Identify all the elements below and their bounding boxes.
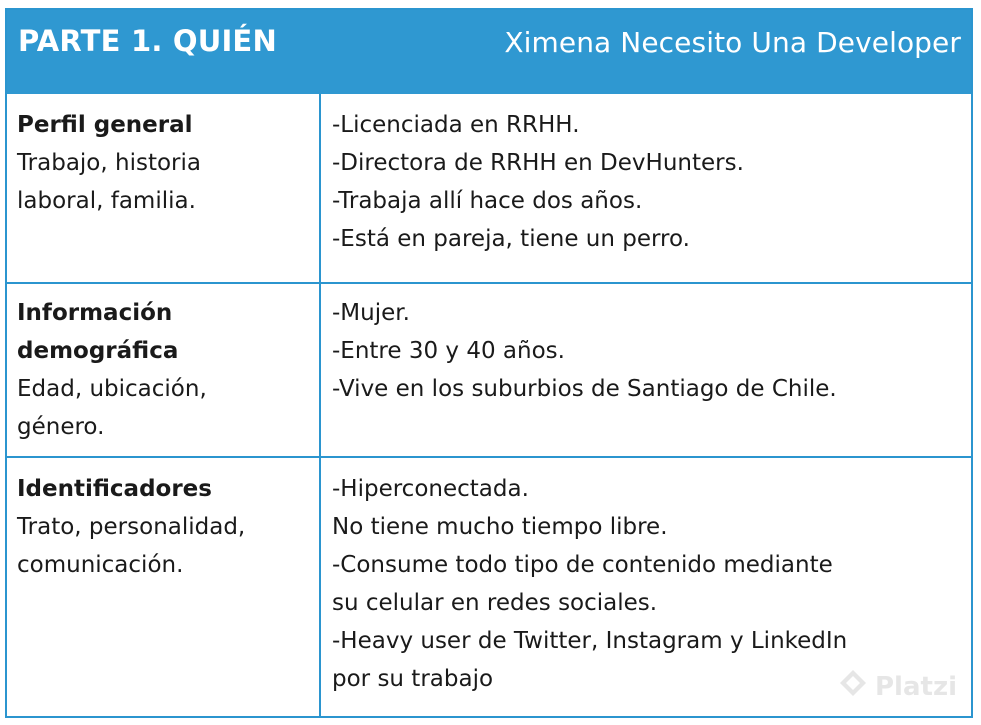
row-title: Perfil general [17,112,193,138]
list-item: por su trabajo [332,666,494,692]
section-title: PARTE 1. QUIÉN [18,24,277,58]
list-item: -Entre 30 y 40 años. [332,338,565,364]
row-title: demográfica [17,338,179,364]
list-item: -Trabaja allí hace dos años. [332,188,643,214]
row-divider [7,456,971,458]
row-content-identificadores [332,470,961,698]
list-item: -Está en pareja, tiene un perro. [332,226,690,252]
list-item: -Hiperconectada. [332,476,529,502]
row-title: Información [17,300,173,326]
row-label-informacion-demografica [17,294,315,446]
row-divider [7,282,971,284]
list-item: -Directora de RRHH en DevHunters. [332,150,744,176]
list-item: -Mujer. [332,300,410,326]
row-subtitle-line: Trabajo, historia [17,150,201,176]
row-content-perfil-general [332,106,961,258]
watermark-text: Platzi [875,671,957,702]
row-subtitle-line: Edad, ubicación, [17,376,207,402]
table-header [7,10,971,94]
row-subtitle-line: laboral, familia. [17,188,196,214]
list-item: -Vive en los suburbios de Santiago de Chile. [332,376,837,402]
list-item: -Consume todo tipo de contenido mediante [332,552,833,578]
persona-name: Ximena Necesito Una Developer [504,26,961,59]
row-subtitle-line: Trato, personalidad, [17,514,246,540]
column-divider [319,94,321,716]
list-item: su celular en redes sociales. [332,590,658,616]
row-subtitle-line: comunicación. [17,552,184,578]
persona-card [5,8,973,718]
row-label-perfil-general [17,106,315,220]
row-subtitle-line: género. [17,414,105,440]
platzi-watermark [837,667,957,706]
list-item: No tiene mucho tiempo libre. [332,514,668,540]
row-title: Identificadores [17,476,212,502]
list-item: -Licenciada en RRHH. [332,112,580,138]
row-content-informacion-demografica [332,294,961,408]
list-item: -Heavy user de Twitter, Instagram y LinkedIn [332,628,848,654]
platzi-logo-icon [837,667,869,706]
row-label-identificadores [17,470,315,584]
